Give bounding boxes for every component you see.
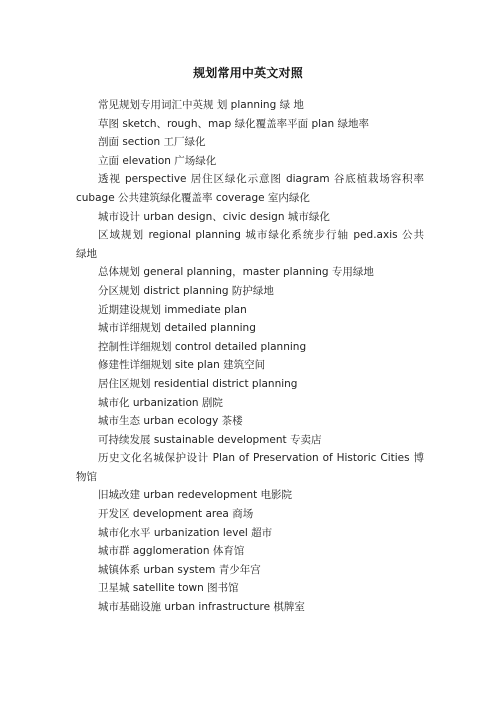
text-line: 绿地 (76, 247, 97, 260)
text-line: 分区规划 district planning 防护绿地 (98, 284, 274, 297)
text-line: 控制性详细规划 control detailed planning (98, 340, 307, 353)
text-line: 居住区规划 residential district planning (98, 377, 298, 390)
text-line: 城市化 urbanization 剧院 (98, 396, 223, 409)
text-line: 总体规划 general planning，master planning 专用绿地 (98, 266, 374, 279)
text-line: 可持续发展 sustainable development 专卖店 (98, 433, 322, 446)
text-line: 物馆 (76, 470, 97, 483)
text-line: 城市生态 urban ecology 茶楼 (98, 415, 243, 428)
text-line: 剖面 section 工厂绿化 (98, 136, 206, 149)
text-line: 近期建设规划 immediate plan (98, 303, 247, 316)
text-line: 草图 sketch、rough、map 绿化覆盖率平面 plan 绿地率 (98, 117, 370, 130)
text-line: 卫星城 satellite town 图书馆 (98, 582, 239, 595)
text-line: cubage 公共建筑绿化覆盖率 coverage 室内绿化 (76, 191, 310, 204)
text-line: 修建性详细规划 site plan 建筑空间 (98, 359, 266, 372)
text-line: 城市详细规划 detailed planning (98, 322, 256, 335)
text-line: 城市群 agglomeration 体育馆 (98, 545, 245, 558)
text-line: 历史文化名城保护设计 Plan of Preservation of Historic Cities 博 (98, 452, 424, 465)
text-body (76, 96, 424, 617)
text-line: 城市基础设施 urban infrastructure 棋牌室 (98, 601, 305, 614)
text-line: 城市设计 urban design、civic design 城市绿化 (98, 210, 330, 223)
text-line: 透视 perspective 居住区绿化示意图 diagram 谷底植栽场容积率 (98, 173, 424, 186)
text-line: 城镇体系 urban system 青少年宫 (98, 563, 261, 576)
text-line: 区域规划 regional planning 城市绿化系统步行轴 ped.axis 公共 (98, 229, 424, 242)
text-line: 立面 elevation 广场绿化 (98, 154, 217, 167)
text-line: 旧城改建 urban redevelopment 电影院 (98, 489, 293, 502)
text-line: 开发区 development area 商场 (98, 508, 254, 521)
text-line: 常见规划专用词汇中英规 划 planning 绿 地 (98, 99, 304, 111)
page-title: 规划常用中英文对照 (193, 66, 303, 80)
text-line: 城市化水平 urbanization level 超市 (98, 526, 273, 539)
